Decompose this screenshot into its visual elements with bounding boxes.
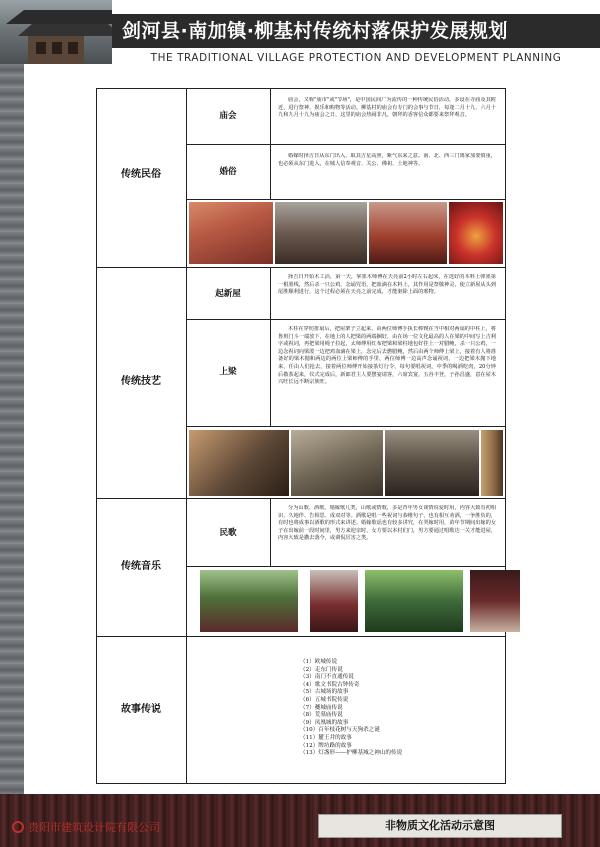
row-divider — [96, 498, 506, 499]
singers-in-garden-photo — [365, 570, 463, 632]
item-label-folk-songs: 民歌 — [219, 528, 237, 538]
subrow-divider — [186, 426, 506, 427]
section-label-folk: 传统民俗 — [121, 169, 161, 180]
company-name: 贵阳市建筑设计院有限公司 — [28, 821, 160, 834]
item-label-wedding: 婚俗 — [219, 167, 237, 177]
item-text-temple-fair: 庙会，又称"庙市"或"节场"，是中国民间广为流传的一种传统民俗活动，多设在寺庙及其附近，进行祭神、娱乐和购物等活动。柳基村的庙会有专门的会事与节日，每逢二月十九、六月十九和九月十九为庙会之日，这里的庙会热闹非凡，朝拜的香客信众都要来祭拜观音。 — [278, 97, 496, 119]
list-item: （7）夔城庙传说 — [300, 704, 343, 711]
stories-list — [300, 659, 402, 758]
beam-raising-crowd-photo — [385, 430, 479, 496]
singers-in-doorway-photo — [470, 570, 520, 632]
list-item: （9）凤凰城的故事 — [300, 719, 349, 726]
list-item: （11）麓王井的故事 — [300, 734, 352, 741]
section-label-craft: 传统技艺 — [121, 376, 161, 387]
list-item: （4）歌文书院古钟传奇 — [300, 681, 360, 688]
column-divider — [186, 88, 187, 784]
list-item: （8）荒墓庙传说 — [300, 712, 343, 719]
list-item: （12）牌坊路的故事 — [300, 742, 352, 749]
subrow-divider — [186, 566, 506, 567]
woodcarving-hands-photo — [189, 430, 289, 496]
company-logo-icon — [12, 821, 24, 833]
silver-headdress-photo — [310, 570, 358, 632]
list-item: （3）南门不直通传说 — [300, 674, 354, 681]
column-divider — [270, 267, 271, 426]
drawing-title-tag: 非物质文化活动示意图 — [318, 814, 562, 838]
row-divider — [96, 267, 506, 268]
red-lanterns-photo — [449, 202, 503, 264]
wooden-frame-photo — [481, 430, 503, 496]
item-label-temple-fair: 庙会 — [219, 111, 237, 121]
column-divider — [270, 88, 271, 199]
item-label-new-house: 起新屋 — [215, 289, 241, 299]
column-divider — [270, 498, 271, 566]
section-label-stories: 故事传说 — [121, 704, 161, 715]
item-label-beam-raising: 上梁 — [219, 367, 237, 377]
temple-fair-crowd-photo — [189, 202, 273, 264]
list-item: （6）五城书院传说 — [300, 696, 349, 703]
list-item: （5）古城场的故事 — [300, 689, 349, 696]
subrow-divider — [186, 144, 506, 145]
miao-singers-group-photo — [200, 570, 298, 632]
incense-ceremony-photo — [275, 202, 367, 264]
subrow-divider — [186, 199, 506, 200]
item-text-folk-songs: 分为山歌、酒歌、婚嫁歌几类，山歌或情歌，多是青年男女谈情说爱时用，内容大致有初相识、久地伴、告相思、成双对等。酒歌是唱一些祝词与恭维句子，也有相互劝酒，一争胜负的，有时也将成事以酒歌的形式来讲述。婚嫁歌谣也有较多讲究，在哭嫁时用，苗年节期间出嫁的女子在出嫁前一段时间里，男方来迎亲时，女方要以本村们门，男方要通过唱歌达一关才能进屋，内容大致是撒去落今，或调侃厉害之类。 — [278, 505, 496, 542]
item-text-wedding: 婚嫁时择吉日从东门出入，取其吉星高照，紫气东来之意。南、北、西三门离家加要慎重，也必须从东门进入，在城人信奉观音、关公、佛祖、土地神等。 — [278, 153, 496, 167]
list-item: （10）百年枝花树与天狗杀之谜 — [300, 727, 380, 734]
page-subtitle: THE TRADITIONAL VILLAGE PROTECTION AND DEVELOPMENT PLANNING — [150, 52, 562, 64]
row-divider — [96, 636, 506, 637]
item-text-new-house: 择吉日开始木工活，第一天，掌墨木师傅在天亮前2小时左右起床，在选好的木料上弹墨第一根墨线，然后杀一只公鸡，念诵咒语，把血滴在木料上，其作用是祭敬神灵，使立新屋从头到尾胜顺利进行，这个过程必须在天亮之前完成，才能驱除上面的邪物。 — [278, 274, 496, 296]
page-title: 剑河县·南加镇·柳基村传统村落保护发展规划 — [122, 20, 508, 42]
header-pavilion-photo — [0, 0, 112, 64]
decorative-stone-strip — [0, 64, 24, 794]
timber-log-photo — [291, 430, 383, 496]
incense-sticks-photo — [369, 202, 447, 264]
list-item: （13）灯盏形——护柳基城之神山的传说 — [300, 750, 403, 757]
list-item: （1）欧城传说 — [300, 659, 338, 665]
list-item: （2）走东门传说 — [300, 666, 343, 673]
item-text-beam-raising: 木柱在穿枋排扇后，把屋架子立起来，由两位师傅手执长棒锲在当中相对两扇的中柱上，将鲁班门斗一端放下，在地上的人把梁的两端捆好，由在场一位文化最高的人在梁的中间写上吉利字或祝词，再把梁用绳子拉起，太师傅用红布把梁和梁柱地包好挂上一对腊鲍，杀一只公鸡，一边念祝词向梁泼一边把鸡血滴在梁上，念完后去燃腊鲍，然后由两个师傅上梁上，接着有人将准备好的梁木抛和两边的两位上梁师傅的手里，两位师傅一边高声念诵祝词，一边把梁木抛下地来，任由人们抢去，接着两位师傅开始接茶灯行令，每句要唱祝词，中季的喝酒吃肉，20分钟后敬茶起来，仪式完成后，新郎君主人要摆宴请客，六席宾宴，五谷丰登，子孙昌盛，意在屋木兴旺长远不断宗族旺。 — [278, 326, 496, 386]
subrow-divider — [186, 319, 506, 320]
section-label-music: 传统音乐 — [121, 561, 161, 572]
